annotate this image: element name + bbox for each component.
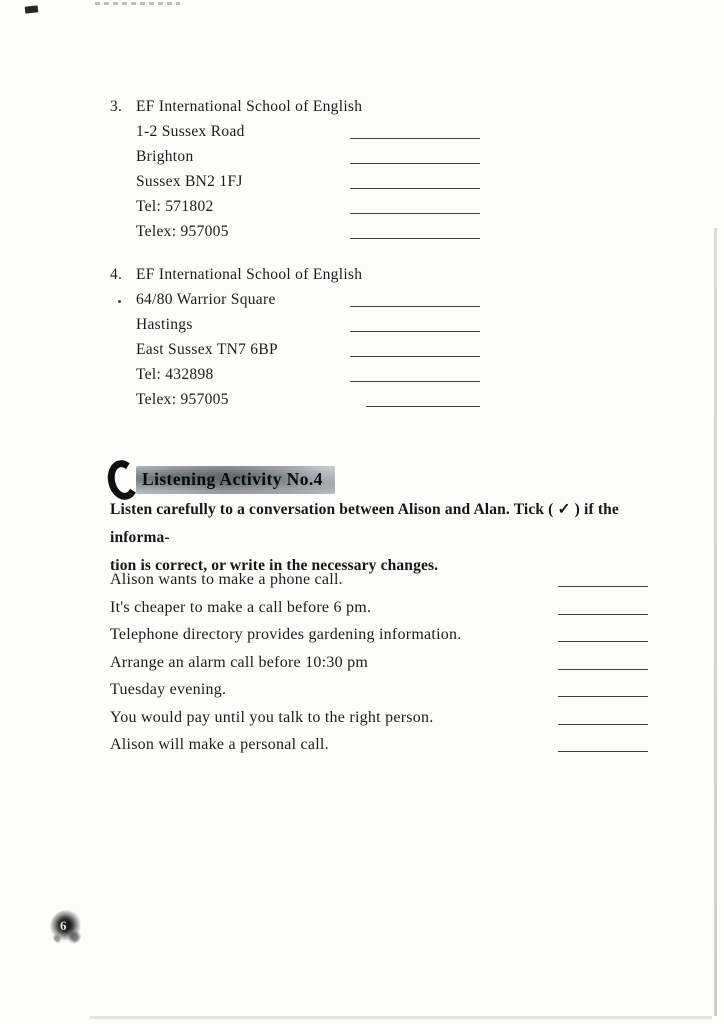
address-row xyxy=(110,144,670,169)
instructions-line-2: tion is correct, or write in the necessary changes. xyxy=(110,557,439,574)
instructions-line-1: Listen carefully to a conversation between Alison and Alan. Tick ( ✓ ) if the informa- xyxy=(110,501,619,546)
address-line: Hastings xyxy=(136,316,193,333)
scan-edge-bottom xyxy=(90,1016,712,1019)
item-number: 4. xyxy=(110,266,123,283)
statement-row xyxy=(110,649,680,677)
answer-line xyxy=(558,566,648,587)
answer-line xyxy=(558,621,648,642)
statement-text: Alison will make a personal call. xyxy=(110,736,329,753)
address-line: East Sussex TN7 6BP xyxy=(136,341,278,358)
address-line: 64/80 Warrior Square xyxy=(136,291,276,308)
answer-line xyxy=(558,594,648,615)
address-line: Telex: 957005 xyxy=(136,223,229,240)
activity-heading xyxy=(108,460,335,500)
address-line: Brighton xyxy=(136,148,194,165)
answer-line xyxy=(350,219,480,239)
statement-list xyxy=(110,566,680,759)
address-line: Telex: 957005 xyxy=(136,391,229,408)
statement-text: Telephone directory provides gardening information. xyxy=(110,626,462,643)
statement-row xyxy=(110,676,680,704)
answer-line xyxy=(350,362,480,382)
answer-line xyxy=(558,649,648,670)
address-line: Tel: 432898 xyxy=(136,366,214,383)
statement-row xyxy=(110,621,680,649)
ink-smudge-page-number xyxy=(50,910,84,946)
page-number: 6 xyxy=(60,918,67,933)
statement-row xyxy=(110,566,680,594)
address-row xyxy=(110,219,670,244)
statement-text: Alison wants to make a phone call. xyxy=(110,571,343,588)
answer-line xyxy=(350,287,480,307)
address-line: 1-2 Sussex Road xyxy=(136,123,245,140)
answer-line xyxy=(350,337,480,357)
item-number: 3. xyxy=(110,98,123,115)
answer-line xyxy=(350,169,480,189)
item-title: EF International School of English xyxy=(136,98,363,115)
address-item-3 xyxy=(110,94,670,244)
address-row xyxy=(110,337,670,362)
answer-line xyxy=(350,312,480,332)
scan-artifact-corner-mark xyxy=(25,5,39,13)
address-item-4 xyxy=(110,262,670,412)
address-title-row xyxy=(110,94,670,119)
answer-line xyxy=(350,144,480,164)
scan-artifact-dashes xyxy=(95,2,180,5)
address-line: Sussex BN2 1FJ xyxy=(136,173,243,190)
address-row xyxy=(110,287,670,312)
answer-line xyxy=(558,676,648,697)
answer-line xyxy=(350,119,480,139)
answer-line xyxy=(558,704,648,725)
activity-heading-label: Listening Activity No.4 xyxy=(136,466,335,494)
statement-text: Arrange an alarm call before 10:30 pm xyxy=(110,653,369,671)
scan-edge-right xyxy=(714,228,717,1016)
address-row xyxy=(110,194,670,219)
answer-line xyxy=(350,194,480,214)
address-row xyxy=(110,387,670,412)
address-line: Tel: 571802 xyxy=(136,198,214,215)
statement-row xyxy=(110,731,680,759)
statement-text: You would pay until you talk to the right person. xyxy=(110,708,434,726)
answer-line xyxy=(558,731,648,752)
address-title-row xyxy=(110,262,670,287)
address-row xyxy=(110,119,670,144)
answer-line xyxy=(366,387,480,407)
address-row xyxy=(110,362,670,387)
statement-row xyxy=(110,704,680,732)
statement-text: It's cheaper to make a call before 6 pm. xyxy=(110,598,372,616)
address-row xyxy=(110,169,670,194)
item-title: EF International School of English xyxy=(136,266,363,283)
statement-text: Tuesday evening. xyxy=(110,681,227,698)
address-row xyxy=(110,312,670,337)
statement-row xyxy=(110,594,680,622)
